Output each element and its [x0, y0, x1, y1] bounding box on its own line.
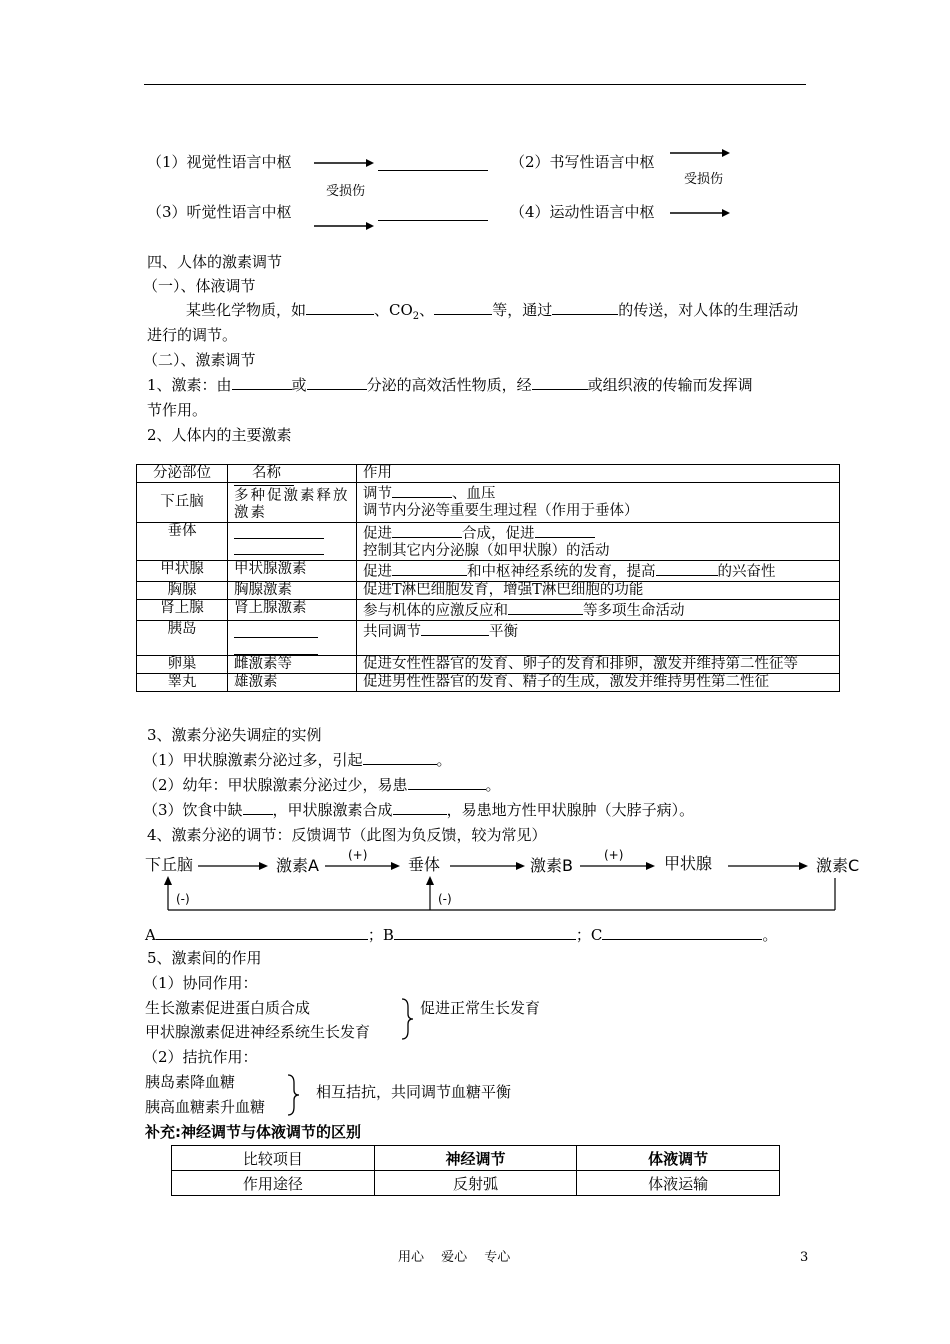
blank[interactable]: [392, 523, 462, 538]
arrow-right-icon: [670, 207, 730, 219]
table-row: [172, 1171, 780, 1196]
cell-function: 调节 、血压 调节内分泌等重要生理过程（作用于垂体）: [357, 483, 840, 523]
answer-line: A ；B ；C 。: [145, 926, 778, 944]
arrow-right-icon: [314, 220, 374, 232]
language-center-4: （4）运动性语言中枢: [510, 203, 655, 221]
blank[interactable]: [363, 750, 437, 765]
blank[interactable]: [421, 621, 489, 636]
node-hormone-b: 激素B: [530, 856, 573, 875]
answer-blank-3[interactable]: [378, 202, 488, 221]
blank[interactable]: [508, 600, 583, 615]
label-minus: (-): [438, 892, 452, 906]
arrow-right-icon: [314, 157, 374, 169]
arrow-right-icon: [198, 860, 268, 872]
section-heading: 4、激素分泌的调节：反馈调节（此图为负反馈，较为常见）: [147, 826, 547, 844]
blank[interactable]: [552, 300, 618, 315]
node-pituitary: 垂体: [408, 855, 441, 874]
subsection-title: （1）协同作用：: [143, 974, 258, 992]
table-cell: 反射弧: [374, 1171, 577, 1196]
cell-function: 促进女性性器官的发育、卵子的发育和排卵，激发并维持第二性征等: [357, 656, 840, 674]
blank[interactable]: [394, 925, 576, 940]
list-item: 甲状腺激素促进神经系统生长发育: [145, 1023, 371, 1041]
list-item: （2）幼年：甲状腺激素分泌过少，易患 。: [143, 776, 501, 794]
arrow-right-icon: [580, 860, 655, 872]
table-header-row: [172, 1146, 780, 1171]
cell-name: 肾上腺激素: [228, 600, 357, 621]
cell-site: 下丘脑: [137, 483, 228, 523]
language-center-2: （2）书写性语言中枢: [510, 153, 655, 171]
table-row: [137, 656, 840, 674]
arrow-right-icon: [728, 860, 808, 872]
blank[interactable]: [307, 375, 367, 390]
brace-icon: [284, 1073, 302, 1117]
cell-function: 参与机体的应激反应和 等多项生命活动: [357, 600, 840, 621]
list-item: （3）饮食中缺 ，甲状腺激素合成 ，易患地方性甲状腺肿（大脖子病）。: [143, 801, 695, 819]
section-heading: 5、激素间的作用: [147, 949, 262, 967]
table-header: 分泌部位: [137, 465, 228, 483]
label-plus: (+): [604, 848, 624, 862]
header-rule: [144, 84, 806, 85]
cell-site: 睾丸: [137, 674, 228, 692]
language-center-1: （1）视觉性语言中枢: [147, 153, 292, 171]
cell-name: 雄激素: [228, 674, 357, 692]
cell-name: 多种促激素释放激素: [228, 483, 357, 523]
section-heading: 2、人体内的主要激素: [147, 426, 292, 444]
supplement-title: 补充:神经调节与体液调节的区别: [145, 1123, 362, 1141]
table-header: 神经调节: [374, 1146, 577, 1171]
cell-function: 促进 合成，促进 控制其它内分泌腺（如甲状腺）的活动: [357, 523, 840, 561]
node-thyroid: 甲状腺: [664, 854, 713, 873]
arrow-right-icon: [670, 147, 730, 159]
damaged-label-left: 受损伤: [326, 184, 366, 199]
table-row: [137, 483, 840, 523]
blank[interactable]: [393, 800, 447, 815]
blank[interactable]: [392, 483, 452, 498]
node-hormone-a: 激素A: [276, 856, 319, 875]
blank[interactable]: [232, 375, 292, 390]
table-row: [137, 561, 840, 582]
table-cell: 作用途径: [172, 1171, 375, 1196]
table-row: [137, 600, 840, 621]
footer-motto: 用心 爱心 专心: [398, 1250, 511, 1265]
list-item: 生长激素促进蛋白质合成: [145, 999, 311, 1017]
blank[interactable]: [243, 800, 273, 815]
node-hormone-c: 激素C: [816, 856, 860, 875]
table-header-row: [137, 465, 840, 483]
arrow-right-icon: [325, 860, 400, 872]
blank[interactable]: [602, 925, 762, 940]
table-row: [137, 582, 840, 600]
table-cell: 体液运输: [577, 1171, 780, 1196]
cell-function: 共同调节 平衡: [357, 621, 840, 656]
language-center-3: （3）听觉性语言中枢: [147, 203, 292, 221]
table-header: 比较项目: [172, 1146, 375, 1171]
cell-name: [228, 621, 357, 656]
cell-site: 胰岛: [137, 621, 228, 656]
brace-icon: [398, 997, 416, 1041]
table-header: 作用: [357, 465, 840, 483]
hormone-table: [136, 464, 840, 692]
result-text: 促进正常生长发育: [420, 999, 541, 1017]
paragraph-line: 某些化学物质，如 、$CO_2$、 等，通过 的传送，对人体的生理活动: [186, 301, 799, 322]
list-item: 胰岛素降血糖: [145, 1073, 236, 1091]
cell-function: 促进T淋巴细胞发育，增强T淋巴细胞的功能: [357, 582, 840, 600]
arrow-right-icon: [450, 860, 525, 872]
subsection-title: （二）、激素调节: [143, 351, 256, 369]
section-title: 四、人体的激素调节: [147, 253, 283, 271]
comparison-table: [171, 1145, 780, 1196]
table-header: 体液调节: [577, 1146, 780, 1171]
answer-blank-1[interactable]: [378, 152, 488, 171]
subsection-title: （2）拮抗作用：: [143, 1048, 258, 1066]
paragraph-line: 进行的调节。: [147, 326, 238, 344]
list-item: 胰高血糖素升血糖: [145, 1098, 266, 1116]
cell-name: 雌激素等: [228, 656, 357, 674]
cell-name: 甲状腺激素: [228, 561, 357, 582]
blank[interactable]: [656, 561, 718, 576]
cell-name: [228, 523, 357, 561]
blank[interactable]: [434, 300, 492, 315]
node-hypothalamus: 下丘脑: [145, 855, 194, 874]
blank[interactable]: [532, 375, 588, 390]
page-number: 3: [800, 1250, 809, 1265]
section-heading: 3、激素分泌失调症的实例: [147, 726, 322, 744]
blank[interactable]: [156, 925, 368, 940]
label-plus: (+): [348, 848, 368, 862]
cell-function: 促进 和中枢神经系统的发育，提高 的兴奋性: [357, 561, 840, 582]
blank[interactable]: [392, 561, 467, 576]
cell-site: 垂体: [137, 523, 228, 561]
cell-site: 甲状腺: [137, 561, 228, 582]
cell-name: 胸腺激素: [228, 582, 357, 600]
cell-site: 卵巢: [137, 656, 228, 674]
cell-function: 促进男性性器官的发育、精子的生成，激发并维持男性第二性征: [357, 674, 840, 692]
result-text: 相互拮抗，共同调节血糖平衡: [316, 1083, 512, 1101]
table-row: [137, 523, 840, 561]
cell-site: 肾上腺: [137, 600, 228, 621]
paragraph-line: 1、激素：由 或 分泌的高效活性物质，经 或组织液的传输而发挥调: [147, 376, 753, 394]
subsection-title: （一）、体液调节: [143, 277, 256, 295]
table-row: [137, 674, 840, 692]
list-item: （1）甲状腺激素分泌过多，引起 。: [143, 751, 452, 769]
blank[interactable]: [535, 523, 595, 538]
label-minus: (-): [176, 892, 190, 906]
feedback-loop-lines: [160, 874, 850, 914]
paragraph-line: 节作用。: [147, 401, 208, 419]
blank[interactable]: [408, 775, 486, 790]
table-header: 名称: [228, 465, 357, 483]
damaged-label-right: 受损伤: [684, 172, 724, 187]
table-row: [137, 621, 840, 656]
blank[interactable]: [306, 300, 374, 315]
cell-site: 胸腺: [137, 582, 228, 600]
